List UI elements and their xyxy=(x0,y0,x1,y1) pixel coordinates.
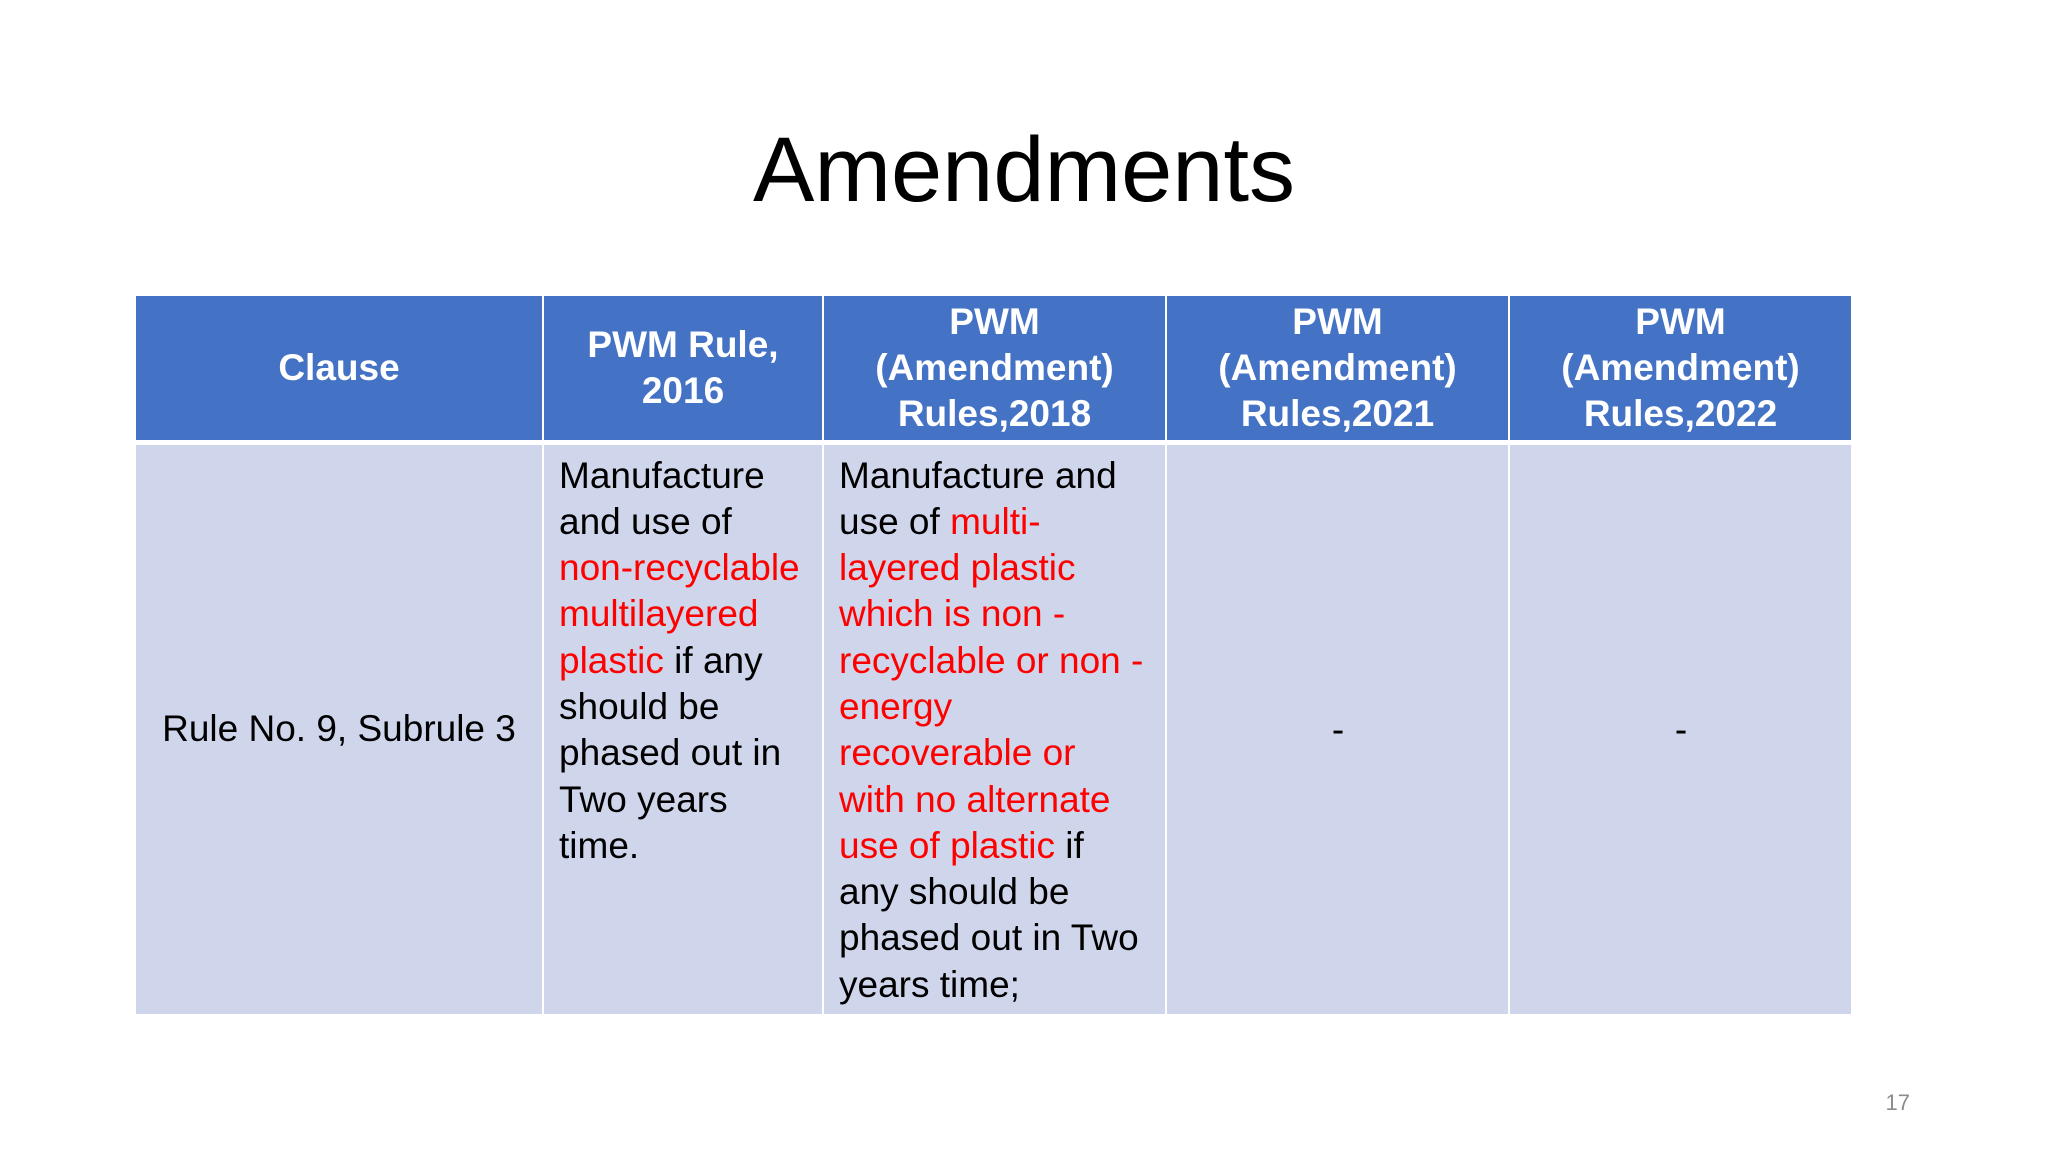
table-row xyxy=(136,442,1851,1014)
table-header-row xyxy=(136,296,1851,442)
rule-2018-text: Manufacture and use of xyxy=(839,454,1117,542)
rule-2018-highlight: multi-layered plastic which is non -recyclable or non - energy recoverable or with no alternate use of plastic xyxy=(839,500,1144,866)
header-pwm-amendment-2022: PWM (Amendment) Rules,2022 xyxy=(1509,296,1851,442)
cell-rule-2021: - xyxy=(1166,442,1509,1014)
cell-rule-2016 xyxy=(543,442,823,1014)
slide-title: Amendments xyxy=(752,119,1296,221)
cell-clause: Rule No. 9, Subrule 3 xyxy=(136,442,543,1014)
rule-2016-text-end: if any should be phased out in Two years time. xyxy=(559,639,782,866)
rule-2016-text: Manufacture and use of xyxy=(559,454,765,542)
amendments-table xyxy=(136,296,1851,1014)
cell-rule-2018 xyxy=(823,442,1166,1014)
page-number: 17 xyxy=(1885,1090,1910,1115)
header-pwm-rule-2016: PWM Rule, 2016 xyxy=(543,296,823,442)
header-pwm-amendment-2018: PWM (Amendment) Rules,2018 xyxy=(823,296,1166,442)
header-clause: Clause xyxy=(136,296,543,442)
header-pwm-amendment-2021: PWM (Amendment) Rules,2021 xyxy=(1166,296,1509,442)
cell-rule-2022: - xyxy=(1509,442,1851,1014)
rule-2016-highlight: non-recyclable multilayered plastic xyxy=(559,547,800,681)
rule-2018-text-end: if any should be phased out in Two years time; xyxy=(839,824,1139,1005)
